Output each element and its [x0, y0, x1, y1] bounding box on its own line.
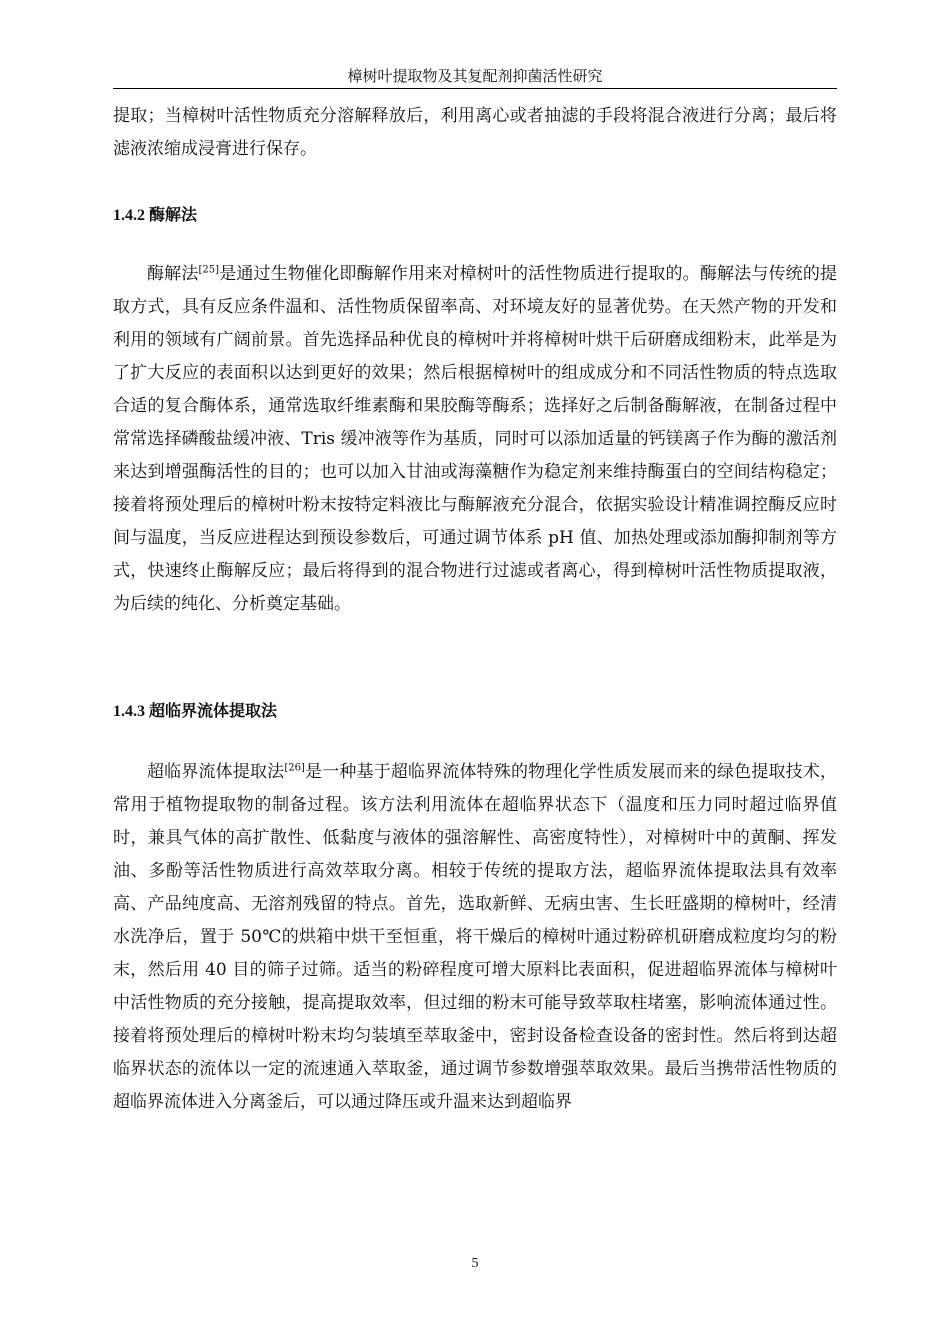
section-heading-1-4-2: 1.4.2 酶解法	[113, 207, 198, 224]
paragraph-body: 是通过生物催化即酶解作用来对樟树叶的活性物质进行提取的。酶解法与传统的提取方式，具有反应条件温和、活性物质保留率高、对环境友好的显著优势。在天然产物的开发和利用的领域有广阔前景。首先选择品种优良的樟树叶并将樟树叶烘干后研磨成细粉末，此举是为了扩大反应的表面积以达到更好的效果；然后根据樟树叶的组成成分和不同活性物质的特点选取合适的复合酶体系，通常选取纤维素酶和果胶酶等酶系；选择好之后制备酶解液，在制备过程中常常选择磷酸盐缓冲液、Tris 缓冲液等作为基质，同时可以添加适量的钙镁离子作为酶的激活剂来达到增强酶活性的目的；也可以加入甘油或海藻糖作为稳定剂来维持酶蛋白的空间结构稳定；接着将预处理后的樟树叶粉末按特定料液比与酶解液充分混合，依据实验设计精准调控酶反应时间与温度，当反应进程达到预设参数后，可通过调节体系 pH 值、加热处理或添加酶抑制剂等方式，快速终止酶解反应；最后将得到的混合物进行过滤或者离心，得到樟树叶活性物质提取液，为后续的纯化、分析奠定基础。	[113, 264, 838, 614]
header-rule	[113, 88, 837, 89]
paragraph-enzymolysis	[113, 258, 837, 621]
paragraph-supercritical	[113, 756, 837, 1119]
paragraph-body: 是一种基于超临界流体特殊的物理化学性质发展而来的绿色提取技术，常用于植物提取物的制备过程。该方法利用流体在超临界状态下（温度和压力同时超过临界值时，兼具气体的高扩散性、低黏度与液体的强溶解性、高密度特性），对樟树叶中的黄酮、挥发油、多酚等活性物质进行高效萃取分离。相较于传统的提取方法，超临界流体提取法具有效率高、产品纯度高、无溶剂残留的特点。首先，选取新鲜、无病虫害、生长旺盛期的樟树叶，经清水洗净后，置于 50℃的烘箱中烘干至恒重，将干燥后的樟树叶通过粉碎机研磨成粒度均匀的粉末，然后用 40 目的筛子过筛。适当的粉碎程度可增大原料比表面积，促进超临界流体与樟树叶中活性物质的充分接触，提高提取效率，但过细的粉末可能导致萃取柱堵塞，影响流体通过性。接着将预处理后的樟树叶粉末均匀装填至萃取釜中，密封设备检查设备的密封性。然后将到达超临界状态的流体以一定的流速通入萃取釜，通过调节参数增强萃取效果。最后当携带活性物质的超临界流体进入分离釜后，可以通过降压或升温来达到超临界	[113, 762, 837, 1112]
page-number: 5	[471, 1256, 479, 1271]
section-heading-1-4-3: 1.4.3 超临界流体提取法	[113, 703, 278, 720]
paragraph-lead: 超临界流体提取法	[147, 762, 285, 782]
paragraph-lead: 酶解法	[147, 264, 199, 284]
running-header: 樟树叶提取物及其复配剂抑菌活性研究	[347, 67, 603, 85]
paragraph-continuation: 提取；当樟树叶活性物质充分溶解释放后，利用离心或者抽滤的手段将混合液进行分离；最后将滤液浓缩成浸膏进行保存。	[113, 106, 837, 159]
citation-ref: [26]	[284, 762, 305, 774]
citation-ref: [25]	[198, 264, 220, 276]
